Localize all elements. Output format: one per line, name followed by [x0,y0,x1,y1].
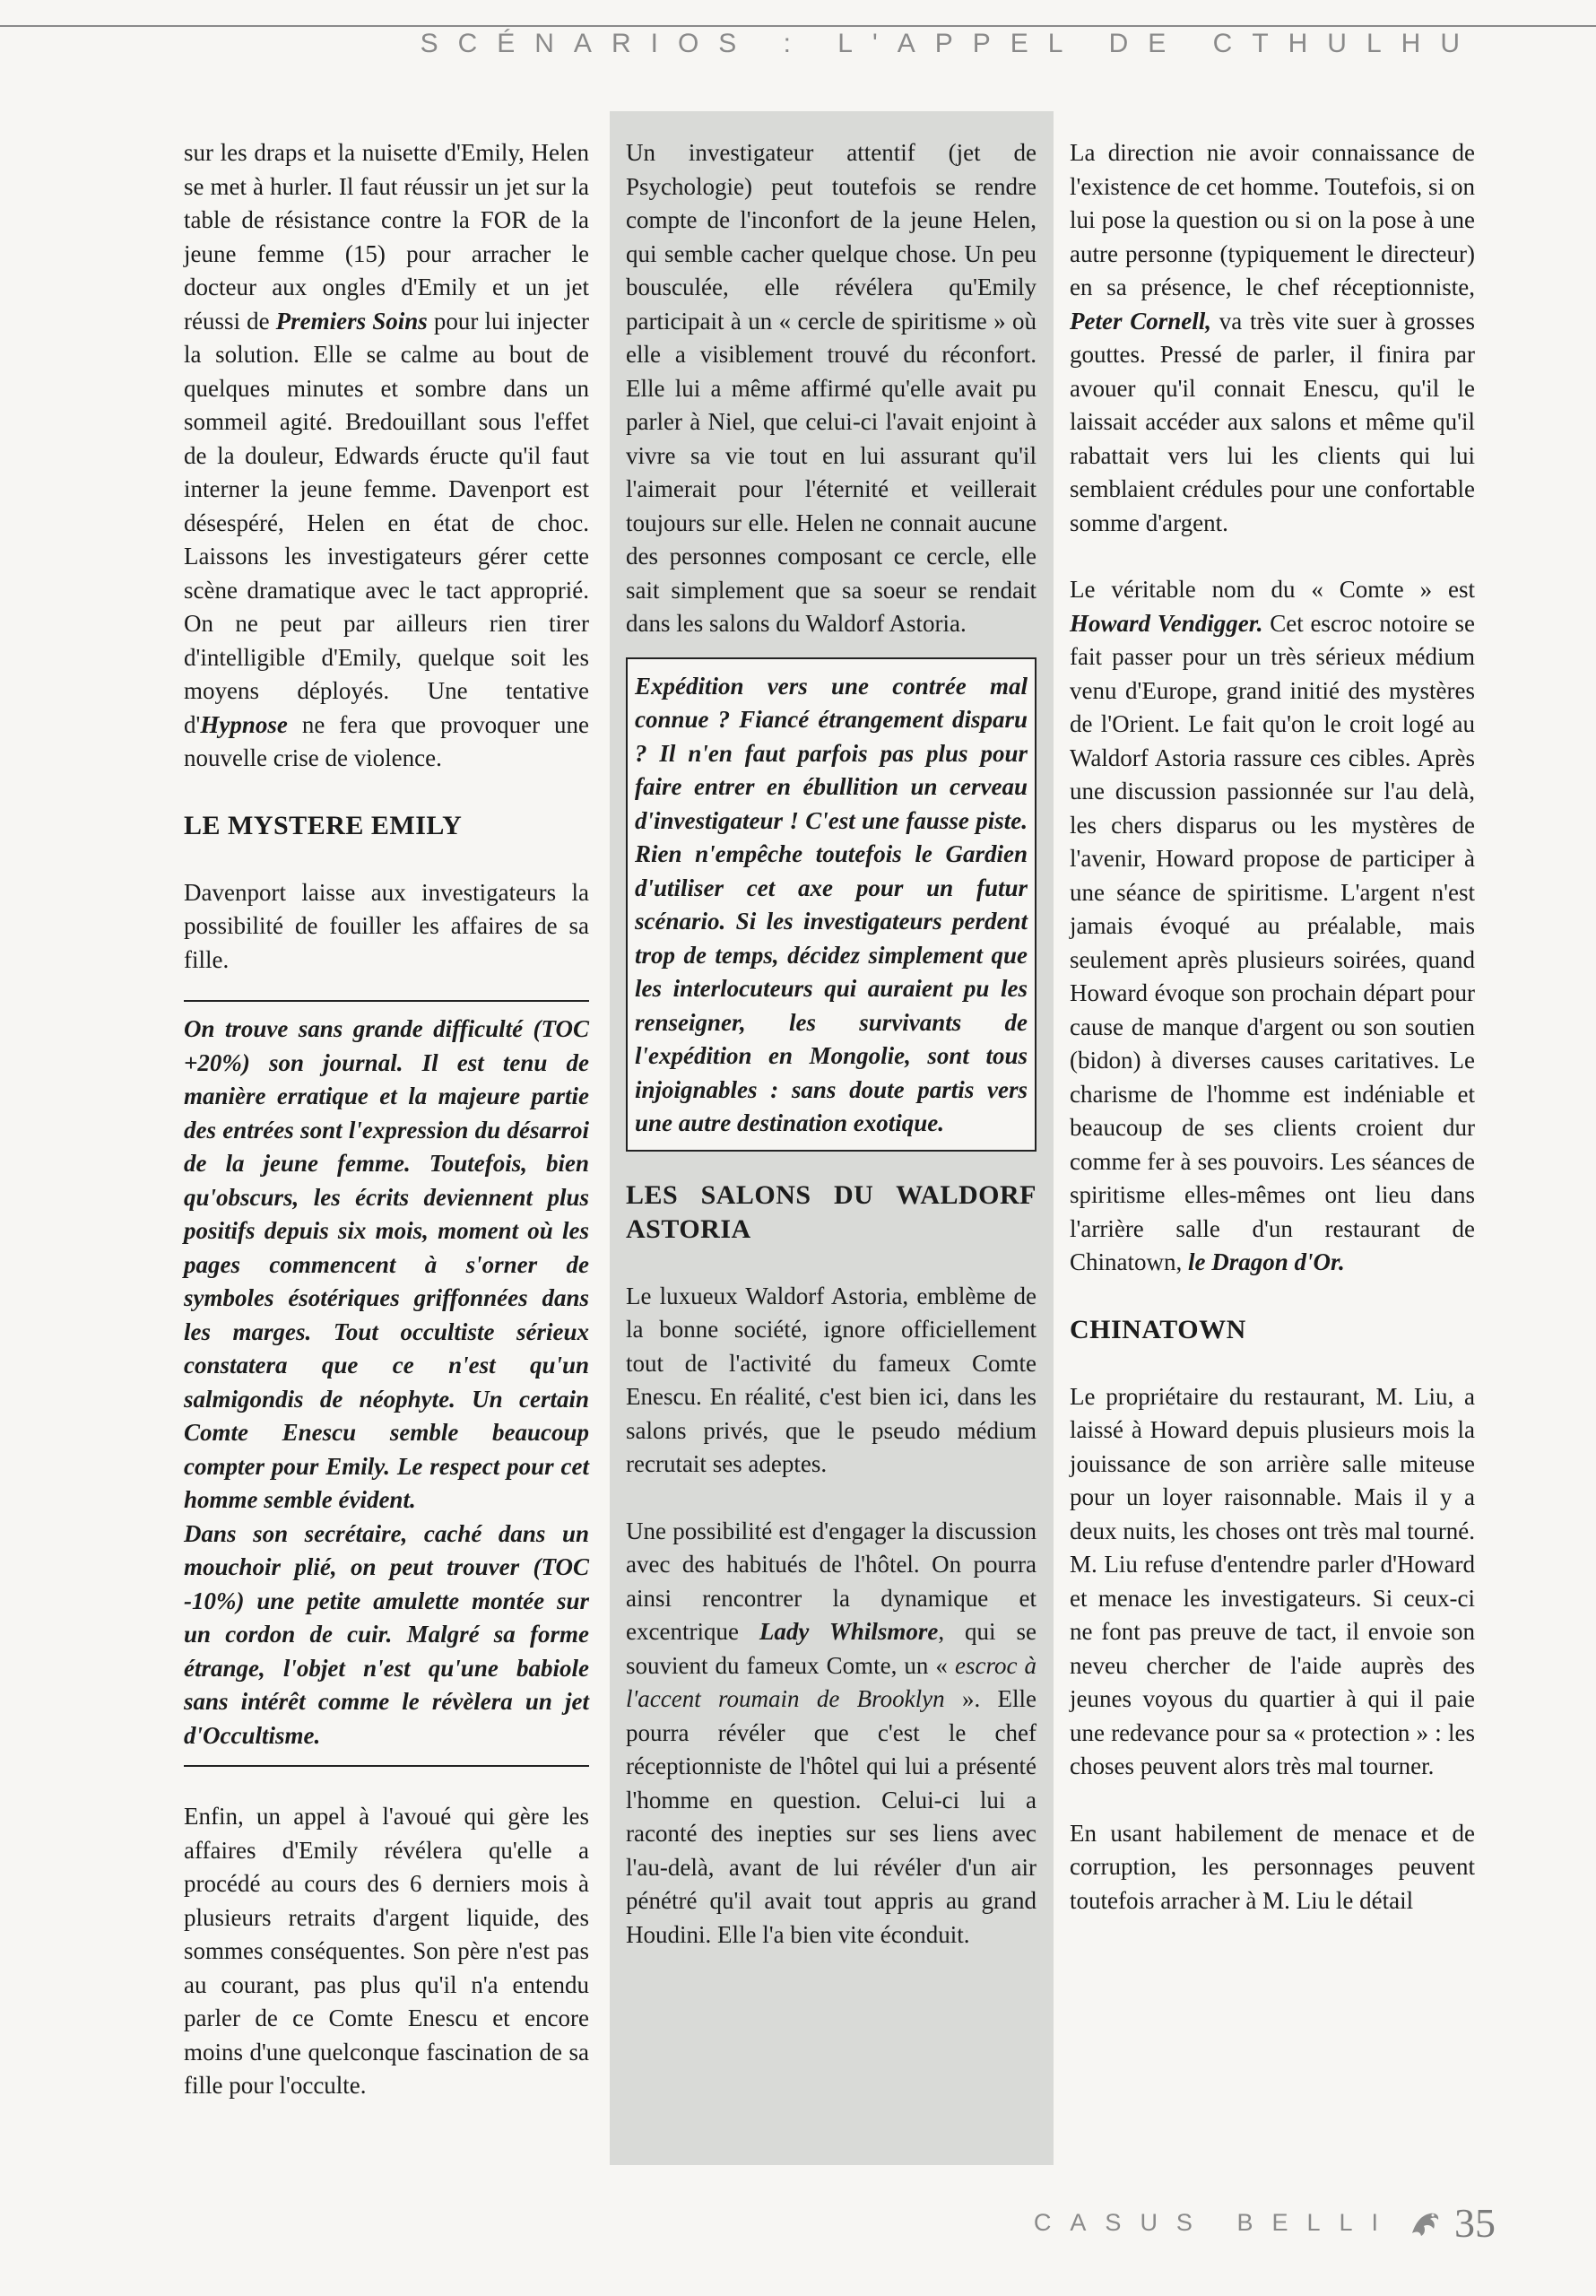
paragraph: sur les draps et la nuisette d'Emily, Helen se met à hurler. Il faut réussir un jet sur la table de résistance contre la FOR de la jeune femme (15) pour arracher le docteur aux ongles d'Emily et un jet réussi de Premiers Soins pour lui injecter la solution. Elle se calme au bout de quelques minutes et sombre dans un sommeil agité. Bredouillant sous l'effet de la douleur, Edwards éructe qu'il faut interner la jeune femme. Davenport est désespéré, Helen en état de choc. Laissons les investigateurs gérer cette scène dramatique avec le tact approprié. On ne peut par ailleurs rien tirer d'intelligible d'Emily, quelque soit les moyens déployés. Une tentative d'Hypnose ne fera que provoquer une nouvelle crise de violence. [184,139,589,771]
quote: escroc à l'accent roumain de Brooklyn [626,1651,1037,1712]
skill-name: Premiers Soins [275,307,428,335]
column-2 [626,136,1037,1952]
section-heading: LE MYSTERE EMILY [184,810,463,840]
paragraph: La direction nie avoir connaissance de l'existence de cet homme. Toutefois, si on lui pose la question ou si on la pose à une autre personne (typiquement le directeur) en sa présence, le chef réceptionniste, Peter Cornell, va très vite suer à grosses gouttes. Pressé de parler, il finira par avouer qu'il connait Enescu, qu'il le laissait accéder aux salons et même qu'il rabattait vers lui les clients qui lui semblaient crédules pour une confortable somme d'argent. [1070,139,1475,536]
place-name: le Dragon d'Or. [1188,1248,1345,1275]
dragon-logo-icon [1408,2205,1444,2241]
section-heading: CHINATOWN [1070,1314,1246,1344]
column-3 [1070,136,1475,1918]
page-footer [1034,2199,1496,2247]
column-1 [184,136,589,2103]
paragraph: En usant habilement de menace et de corruption, les personnages peuvent toutefois arracher à M. Liu le détail [1070,1819,1475,1914]
paragraph: Enfin, un appel à l'avoué qui gère les affaires d'Emily révélera qu'elle a procédé au cours des 6 derniers mois à plusieurs retraits d'argent liquide, des sommes conséquentes. Son père n'est pas au courant, pas plus qu'il n'a entendu parler de ce Comte Enescu et encore moins d'une quelconque fascination de sa fille pour l'occulte. [184,1803,589,2099]
running-header: SCÉNARIOS : L'APPEL DE CTHULHU [420,29,1479,58]
keeper-note-text: On trouve sans grande difficulté (TOC +20%) son journal. Il est tenu de manière erratique et la majeure partie des entrées sont l'expression du désarroi de la jeune femme. Toutefois, bien qu'obscurs, les écrits deviennent plus positifs depuis six mois, moment où les pages commencent à s'orner de symboles ésotériques griffonnées dans les marges. Tout occultiste sérieux constatera que ce n'est qu'un salmigondis de néophyte. Un certain Comte Enescu semble beaucoup compter pour Emily. Le respect pour cet homme semble évident. [184,1015,589,1513]
paragraph: Le luxueux Waldorf Astoria, emblème de la bonne société, ignore officiellement tout de l'activité du fameux Comte Enescu. En réalité, c'est bien ici, dans les salons privés, que le pseudo médium recrutait ses adeptes. [626,1282,1037,1477]
section-heading: LES SALONS DU WALDORF ASTORIA [626,1179,1037,1244]
npc-name: Peter Cornell, [1070,307,1211,335]
keeper-note [184,1000,589,1767]
npc-name: Howard Vendigger. [1070,609,1263,637]
magazine-name: CASUS BELLI [1033,2209,1397,2236]
paragraph: Le propriétaire du restaurant, M. Liu, a laissé à Howard depuis plusieurs mois la jouissance de son arrière salle miteuse pour un loyer raisonnable. Mais il y a deux nuits, les choses ont très mal tourné. M. Liu refuse d'entendre parler d'Howard et menace les investigateurs. Si ceux-ci ne font pas preuve de tact, il envoie son neveu chercher de l'aide auprès des jeunes voyous du quartier à qui il paie une redevance pour sa « protection » : les choses peuvent alors très mal tourner. [1070,1382,1475,1779]
paragraph: Une possibilité est d'engager la discussion avec des habitués de l'hôtel. On pourra ainsi rencontrer la dynamique et excentrique Lady Whilsmore, qui se souvient du fameux Comte, un « escroc à l'accent roumain de Brooklyn ». Elle pourra révéler que c'est le chef réceptionniste de l'hôtel qui lui a présenté l'homme en question. Celui-ci lui a raconté des inepties sur ses liens avec l'au-delà, avant de lui révéler d'un air pénétré qu'il avait tout appris au grand Houdini. Elle l'a bien vite éconduit. [626,1517,1037,1948]
aside-text: Expédition vers une contrée mal connue ? Fiancé étrangement disparu ? Il n'en faut parfois pas plus pour faire entrer en ébullition un cerveau d'investigateur ! C'est une fausse piste. Rien n'empêche toutefois le Gardien d'utiliser cet axe pour un futur scénario. Si les investigateurs perdent trop de temps, décidez simplement que les interlocuteurs qui auraient pu les renseigner, les survivants de l'expédition en Mongolie, sont tous injoignables : sans doute partis vers une autre destination exotique. [635,672,1028,1136]
header-rule [0,25,1596,27]
npc-name: Lady Whilsmore [759,1618,939,1645]
paragraph: Davenport laisse aux investigateurs la possibilité de fouiller les affaires de sa fille. [184,878,589,973]
paragraph: Un investigateur attentif (jet de Psychologie) peut toutefois se rendre compte de l'inconfort de la jeune Helen, qui semble cacher quelque chose. Un peu bousculée, elle révélera qu'Emily participait à un « cercle de spiritisme » où elle a visiblement trouvé du réconfort. Elle lui a même affirmé qu'elle avait pu parler à Niel, que celui-ci l'avait enjoint à vivre sa vie tout en lui assurant qu'il l'aimerait pour l'éternité et veillerait toujours sur elle. Helen ne connait aucune des personnes composant ce cercle, elle sait simplement que sa soeur se rendait dans les salons du Waldorf Astoria. [626,139,1037,637]
page-number: 35 [1454,2200,1496,2246]
keeper-note-text: Dans son secrétaire, caché dans un mouchoir plié, on peut trouver (TOC -10%) une petite amulette montée sur un cordon de cuir. Malgré sa forme étrange, l'objet n'est qu'une babiole sans intérêt comme le révèlera un jet d'Occultisme. [184,1519,589,1749]
keeper-aside-box [626,657,1037,1152]
skill-name: Hypnose [200,710,288,738]
paragraph: Le véritable nom du « Comte » est Howard Vendigger. Cet escroc notoire se fait passer pour un très sérieux médium venu d'Europe, grand initié des mystères de l'Orient. Le fait qu'on le croit logé au Waldorf Astoria rassure ces cibles. Après une discussion passionnée sur l'au delà, les chers disparus ou les mystères de l'avenir, Howard propose de participer à une séance de spiritisme. L'argent n'est jamais évoqué au préalable, mais seulement après plusieurs soirées, quand Howard évoque son prochain départ pour cause de manque d'argent ou son soutien (bidon) à diverses causes caritatives. Le charisme de l'homme est indéniable et beaucoup de ses clients croient dur comme fer à ses pouvoirs. Les séances de spiritisme elles-mêmes ont lieu dans l'arrière salle d'un restaurant de Chinatown, le Dragon d'Or. [1070,576,1475,1275]
